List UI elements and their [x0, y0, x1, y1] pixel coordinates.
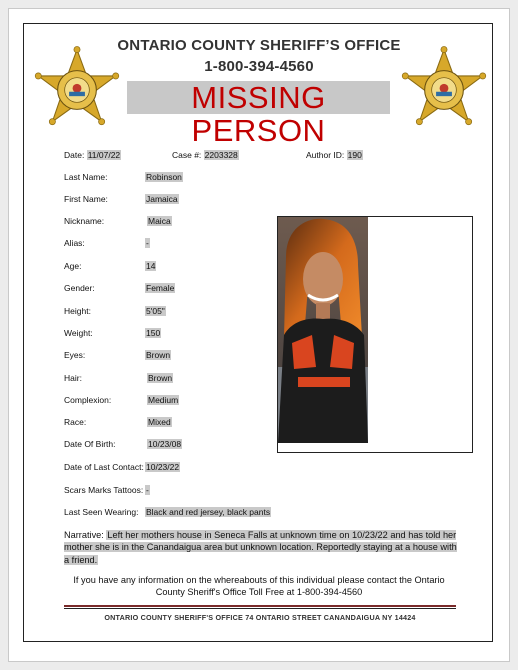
field-value: Brown: [146, 350, 171, 360]
narrative-label: Narrative:: [64, 530, 104, 540]
field-label: Eyes:: [64, 350, 86, 360]
date-label: Date:: [64, 150, 85, 160]
field-label: Complexion:: [64, 395, 112, 405]
field-label: Hair:: [64, 373, 82, 383]
contact-info: If you have any information on the whereabouts of this individual please contact the Ontario County Sheriff's Office Toll Free at 1-800-394-4560: [73, 575, 445, 598]
footer-rule: [64, 605, 456, 607]
field-value: Female: [146, 283, 175, 293]
field-value: Robinson: [146, 172, 182, 182]
field-label: Date of Last Contact:: [64, 462, 144, 472]
field-label: Date Of Birth:: [64, 439, 116, 449]
field-value: -: [146, 485, 149, 495]
date-value: 11/07/22: [87, 150, 121, 160]
field-value: Mixed: [148, 417, 171, 427]
field-label: Age:: [64, 261, 82, 271]
case-label: Case #:: [172, 150, 202, 160]
field-label: Height:: [64, 306, 91, 316]
field-value: Medium: [148, 395, 179, 405]
field-value: Maica: [148, 216, 171, 226]
field-value: 5'05": [146, 306, 165, 316]
field-label: Last Name:: [64, 172, 108, 182]
field-label: Last Seen Wearing:: [64, 507, 139, 517]
field-value: Brown: [148, 373, 173, 383]
field-label: First Name:: [64, 194, 108, 204]
case-value: 2203328: [204, 150, 238, 160]
field-label: Race:: [64, 417, 87, 427]
field-label: Weight:: [64, 328, 93, 338]
narrative: [64, 529, 460, 566]
missing-person-banner: MISSING PERSON: [127, 81, 390, 114]
field-value: 14: [146, 261, 156, 271]
office-phone: 1-800-394-4560: [204, 58, 314, 75]
field-value: 150: [146, 328, 161, 338]
field-label: Gender:: [64, 283, 95, 293]
field-value: 10/23/08: [148, 439, 182, 449]
field-label: Scars Marks Tattoos:: [64, 485, 144, 495]
field-value: 10/23/22: [146, 462, 180, 472]
field-value: Black and red jersey, black pants: [146, 507, 271, 517]
photo-frame: [277, 216, 473, 453]
field-label: Alias:: [64, 238, 85, 248]
footer-address: ONTARIO COUNTY SHERIFF'S OFFICE 74 ONTARIO STREET CANANDAIGUA NY 14424: [104, 613, 416, 622]
missing-person-photo: [278, 217, 368, 443]
field-value: Jamaica: [146, 194, 178, 204]
date-field: [64, 150, 121, 160]
author-field: [306, 150, 363, 160]
footer-rule-thin: [64, 608, 456, 609]
narrative-text: Left her mothers house in Seneca Falls at unknown time on 10/23/22 and has told her mother she is in the Canandaigua area but unknown location. Reportedly staying at a house with a friend.: [64, 530, 457, 565]
field-label: Nickname:: [64, 216, 105, 226]
author-value: 190: [347, 150, 362, 160]
author-label: Author ID:: [306, 150, 345, 160]
office-title: ONTARIO COUNTY SHERIFF’S OFFICE: [117, 37, 401, 54]
case-field: [172, 150, 239, 160]
field-value: -: [146, 238, 149, 248]
